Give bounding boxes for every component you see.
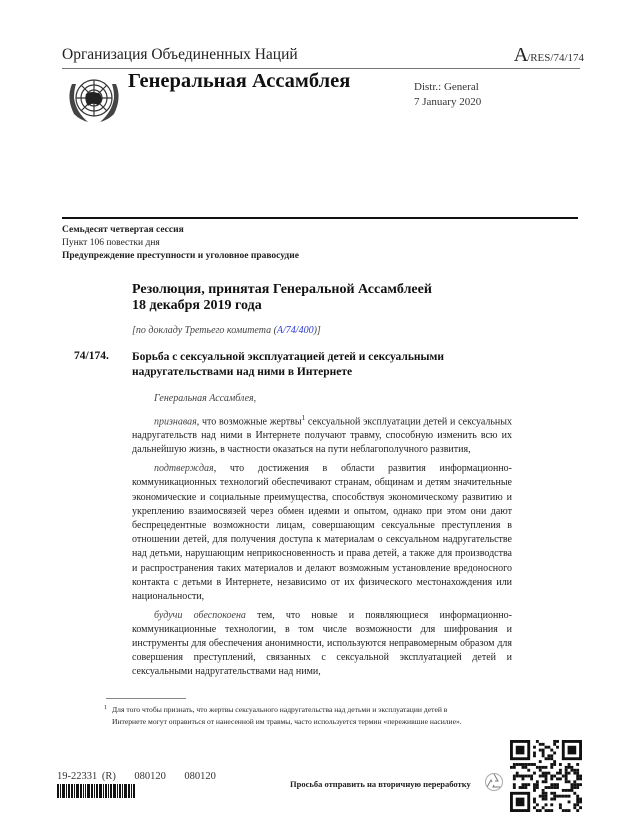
footnote-rule	[106, 698, 186, 699]
barcode-bar	[117, 784, 118, 798]
barcode-bar	[91, 784, 93, 798]
organization-name: Организация Объединенных Наций	[62, 46, 298, 63]
resolution-body	[132, 392, 512, 684]
agenda-item: Пункт 106 повестки дня	[62, 238, 160, 248]
barcode-bar	[110, 784, 112, 798]
preamble-paragraph: подтверждая, что достижения в области развития информационно-коммуникационных технологий обеспечивают странам, общинам и детям значительные экономические и социальные преимущества, способствуя экономическому развитию и укреплению взаимосвязей через обмен идеями и опытом, однако при этом они дают беспрецедентные возможности лицам, совершающим сексуальные преступления в отношении детей, для получения доступа к материалам о сексуальном надругательстве над детьми, нарушающим неприкосновенность и права детей, а также для производства и распространения таких материалов и делают возможным установление вредоносного контакта с детьми в Интернете, независимо от их физического местонахождения или национальности,	[132, 463, 512, 602]
distribution: Distr.: General	[414, 81, 479, 93]
preamble-paragraph: признавая, что возможные жертвы$^1$ сексуальной эксплуатации детей и сексуальных надругательств над ними в Интернете получают травму, способную изменить всю их дальнейшую жизнь, в частности оказаться на пути неблагополучного развития,	[132, 413, 512, 456]
resolution-heading-line1: Резолюция, принятая Генеральной Ассамблеей	[132, 282, 432, 297]
barcode-bar	[96, 784, 98, 798]
session-block	[62, 224, 299, 263]
barcode-bar	[105, 784, 107, 798]
barcode-bar	[108, 784, 109, 798]
date-code-2: 080120	[184, 771, 216, 782]
section-rule	[62, 217, 578, 219]
barcode-bar	[113, 784, 116, 798]
barcode-bar	[66, 784, 67, 798]
symbol-rest: /RES/74/174	[527, 52, 584, 64]
paragraph-lead: подтверждая	[154, 463, 214, 475]
paragraph-lead: будучи обеспокоена	[154, 609, 246, 621]
barcode-bar	[68, 784, 70, 798]
un-emblem-icon	[62, 72, 126, 126]
barcode-bar	[131, 784, 132, 798]
job-number-line	[57, 771, 216, 782]
barcode-bar	[94, 784, 95, 798]
distribution-block	[414, 80, 481, 110]
session-name: Семьдесят четвертая сессия	[62, 225, 184, 235]
document-symbol	[514, 44, 584, 67]
resolution-heading-line2: 18 декабря 2019 года	[132, 298, 262, 313]
qr-code-icon	[510, 740, 582, 812]
barcode-bar	[71, 784, 73, 798]
recycle-icon	[484, 772, 504, 792]
barcode-icon	[57, 784, 163, 798]
body-name: Генеральная Ассамблея	[128, 70, 351, 92]
resolution-heading	[132, 282, 432, 314]
barcode-bar	[76, 784, 79, 798]
barcode-bar	[85, 784, 86, 798]
opening-phrase: Генеральная Ассамблея,	[154, 393, 257, 404]
barcode-bar	[60, 784, 61, 798]
barcode-bar	[80, 784, 82, 798]
barcode-bar	[99, 784, 102, 798]
barcode-bar	[103, 784, 104, 798]
barcode-bar	[74, 784, 75, 798]
issue-date: 7 January 2020	[414, 96, 482, 108]
recycle-text: Просьба отправить на вторичную переработку	[290, 779, 471, 789]
paragraph-lead: признавая	[154, 416, 197, 428]
footnote-text: Для того чтобы признать, что жертвы сексуального надругательства над детьми и эксплуатации детей в Интернете могут оправиться от нанесенной им травмы, часто используется термин «пережившие насилие».	[112, 705, 462, 726]
report-link[interactable]: A/74/400	[276, 325, 314, 336]
symbol-letter: A	[513, 44, 528, 66]
barcode-bar	[119, 784, 121, 798]
resolution-title: Борьба с сексуальной эксплуатацией детей и сексуальными надругательствами над ними в Интернете	[132, 351, 444, 378]
report-prefix: [по докладу Третьего комитета (	[132, 325, 277, 336]
barcode-bar	[83, 784, 84, 798]
agenda-topic: Предупреждение преступности и уголовное правосудие	[62, 251, 299, 261]
barcode-bar	[87, 784, 90, 798]
preamble-paragraph: будучи обеспокоена тем, что новые и появляющиеся информационно-коммуникационные технологии, в том числе возможности для шифрования и инструменты для обеспечения анонимности, используются неправомерным образом для совершения преступлений, связанных с сексуальной эксплуатацией детей и сексуальными надругательствами над ними,	[132, 609, 513, 678]
date-code-1: 080120	[134, 771, 166, 782]
barcode-bar	[122, 784, 123, 798]
resolution-number: 74/174.	[74, 350, 109, 362]
footnote-mark: 1	[104, 705, 107, 711]
barcode-bar	[133, 784, 135, 798]
job-number: 19-22331 (R)	[57, 771, 116, 782]
barcode-bar	[57, 784, 59, 798]
report-reference	[132, 325, 321, 336]
barcode-bar	[124, 784, 127, 798]
report-suffix: )]	[313, 325, 321, 336]
header-rule	[62, 68, 580, 69]
barcode-bar	[62, 784, 65, 798]
footnote-ref[interactable]: 1	[301, 413, 306, 422]
footnote	[104, 704, 480, 727]
barcode-bar	[128, 784, 130, 798]
